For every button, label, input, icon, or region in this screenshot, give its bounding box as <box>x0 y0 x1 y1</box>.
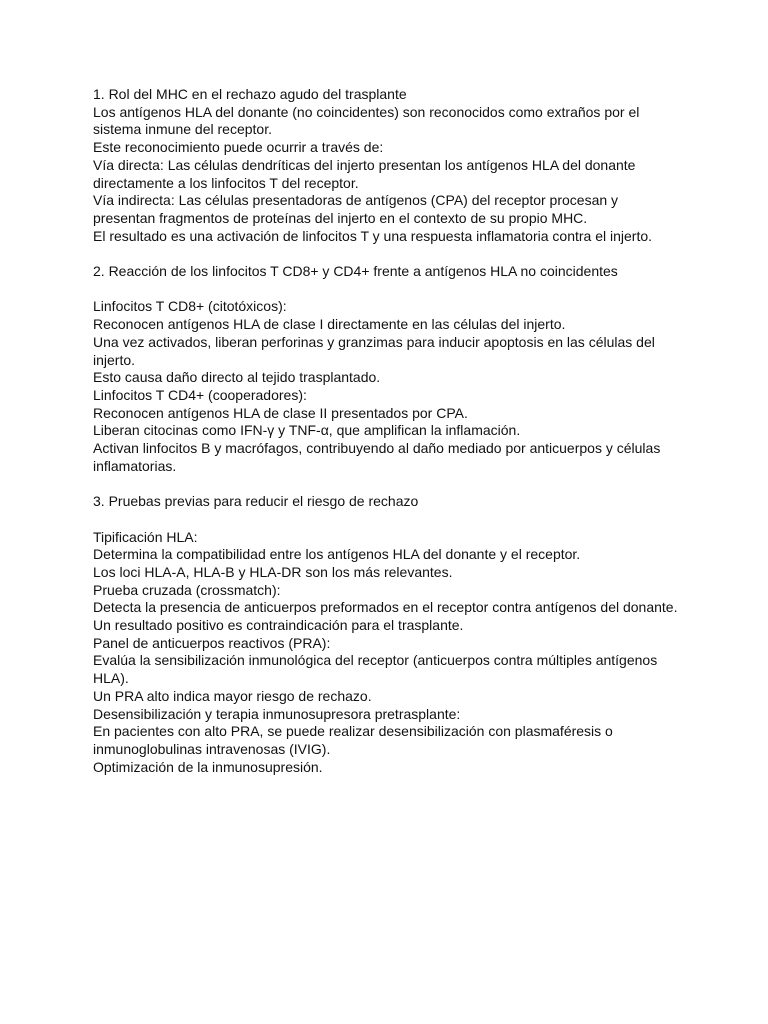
section-3-paragraph: Un PRA alto indica mayor riesgo de rechazo. <box>93 687 372 704</box>
section-2-paragraph: Liberan citocinas como IFN-γ y TNF-α, que amplifican la inflamación. <box>93 422 521 439</box>
section-1-paragraph: Este reconocimiento puede ocurrir a través de: <box>93 139 384 156</box>
section-3-paragraph: Panel de anticuerpos reactivos (PRA): <box>93 634 331 651</box>
section-1-paragraph: Vía directa: Las células dendríticas del injerto presentan los antígenos HLA del donante directamente a los linfocitos T del receptor. <box>93 156 636 191</box>
section-3-heading: 3. Pruebas previas para reducir el riesgo de rechazo <box>93 493 419 510</box>
spacer <box>93 475 683 493</box>
section-2-paragraph: Una vez activados, liberan perforinas y granzimas para inducir apoptosis en las células del injerto. <box>93 333 655 368</box>
section-3-paragraph: Determina la compatibilidad entre los antígenos HLA del donante y el receptor. <box>93 546 581 563</box>
section-1-paragraph: Vía indirecta: Las células presentadoras de antígenos (CPA) del receptor procesan y presentan fragmentos de proteínas del injerto en el contexto de su propio MHC. <box>93 192 619 226</box>
document-page <box>93 86 683 776</box>
section-1 <box>93 86 683 245</box>
spacer <box>93 281 683 299</box>
section-1-paragraph: El resultado es una activación de linfocitos T y una respuesta inflamatoria contra el injerto. <box>93 227 653 244</box>
section-3-paragraph: Tipificación HLA: <box>93 528 198 545</box>
spacer <box>93 245 683 263</box>
section-3-paragraph: Detecta la presencia de anticuerpos preformados en el receptor contra antígenos del donante. <box>93 599 678 616</box>
section-3-paragraph: Prueba cruzada (crossmatch): <box>93 581 281 598</box>
section-3-paragraph: Un resultado positivo es contraindicación para el trasplante. <box>93 617 464 634</box>
section-2-paragraph: Reconocen antígenos HLA de clase I directamente en las células del injerto. <box>93 316 566 333</box>
section-2-paragraph: Linfocitos T CD4+ (cooperadores): <box>93 386 307 403</box>
section-3-paragraph: En pacientes con alto PRA, se puede realizar desensibilización con plasmaféresis o inmunoglobulinas intravenosas (IVIG). <box>93 723 613 757</box>
section-2-paragraph: Esto causa daño directo al tejido trasplantado. <box>93 369 381 386</box>
spacer <box>93 511 683 529</box>
section-2-paragraph: Linfocitos T CD8+ (citotóxicos): <box>93 298 287 315</box>
section-2-paragraph: Reconocen antígenos HLA de clase II presentados por CPA. <box>93 404 468 421</box>
section-3-paragraph: Desensibilización y terapia inmunosupresora pretrasplante: <box>93 705 461 722</box>
section-3-paragraph: Evalúa la sensibilización inmunológica del receptor (anticuerpos contra múltiples antígenos HLA). <box>93 652 658 687</box>
section-1-heading: 1. Rol del MHC en el rechazo agudo del trasplante <box>93 86 407 102</box>
section-3 <box>93 493 683 776</box>
section-1-paragraph: Los antígenos HLA del donante (no coincidentes) son reconocidos como extraños por el sistema inmune del receptor. <box>93 103 640 138</box>
section-2-heading: 2. Reacción de los linfocitos T CD8+ y CD4+ frente a antígenos HLA no coincidentes <box>93 263 618 280</box>
section-2-paragraph: Activan linfocitos B y macrófagos, contribuyendo al daño mediado por anticuerpos y células inflamatorias. <box>93 440 661 474</box>
section-2 <box>93 263 683 475</box>
section-3-paragraph: Los loci HLA-A, HLA-B y HLA-DR son los más relevantes. <box>93 563 453 580</box>
section-3-paragraph: Optimización de la inmunosupresión. <box>93 758 323 775</box>
